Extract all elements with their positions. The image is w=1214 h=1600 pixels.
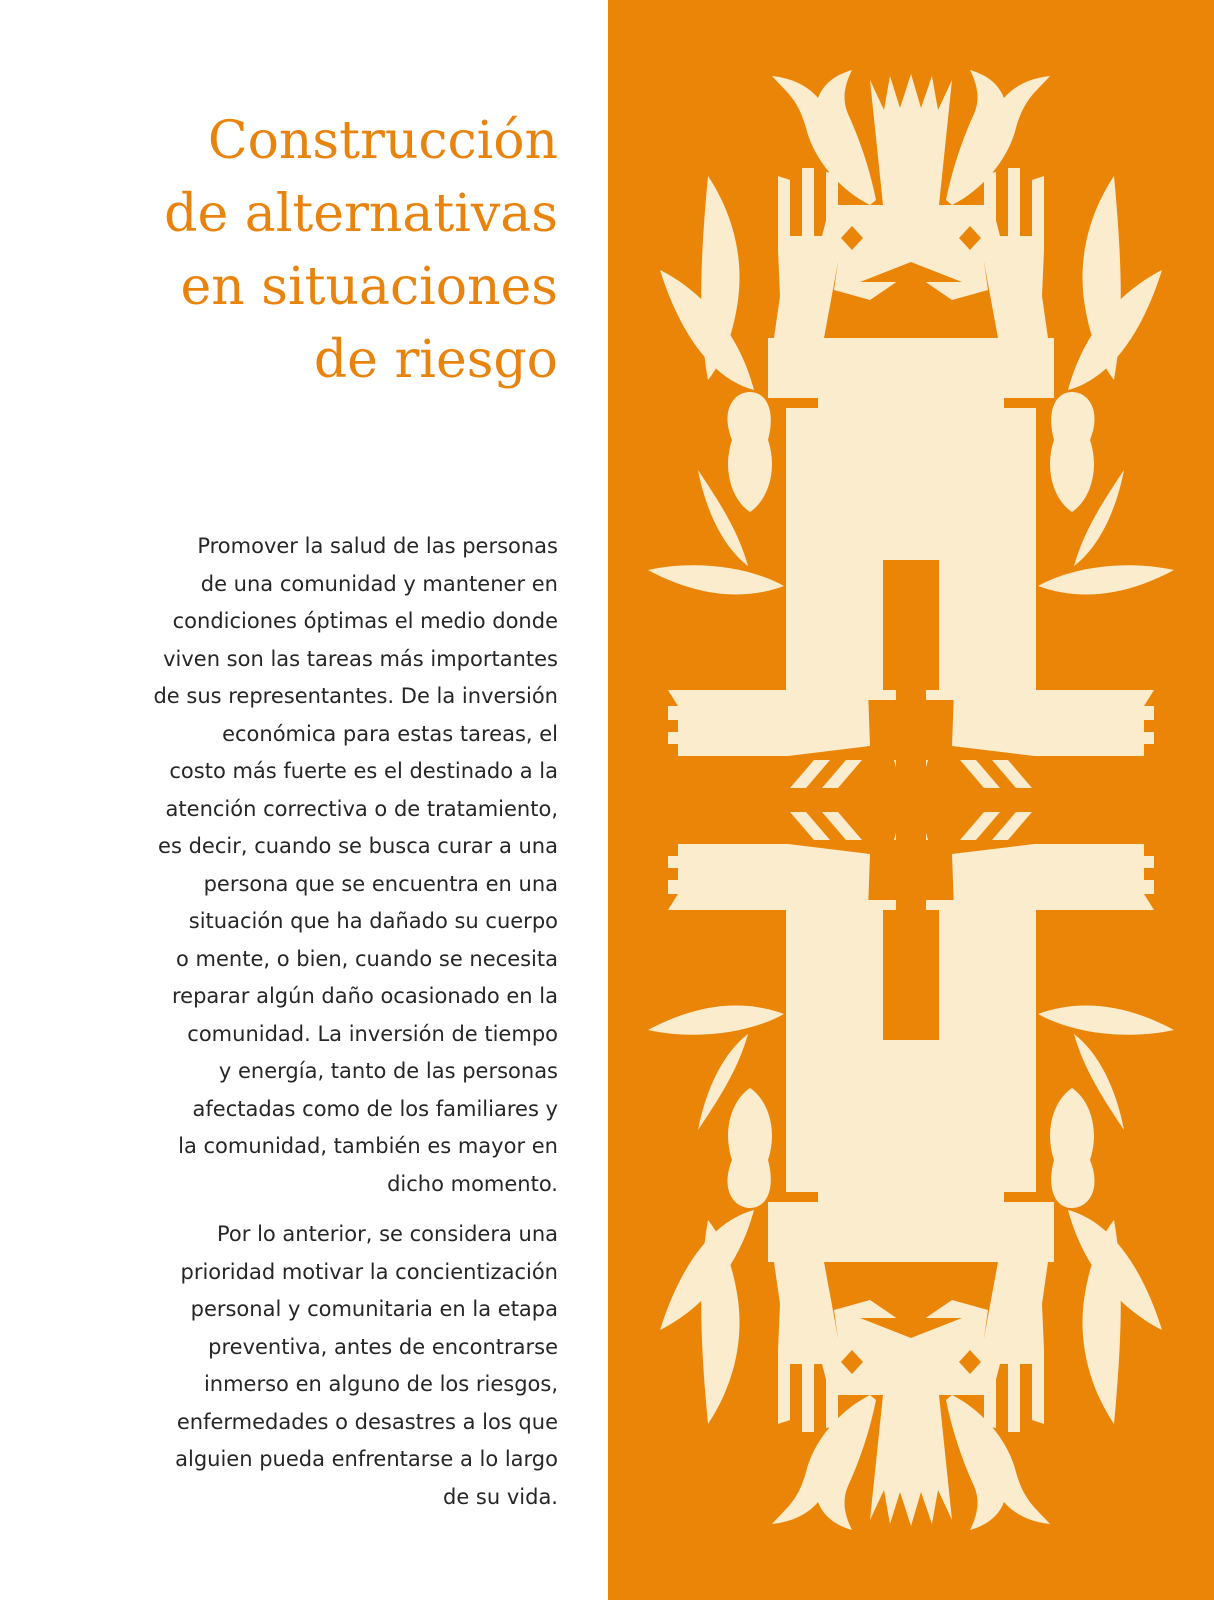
text-line: costo más fuerte es el destinado a la: [169, 759, 558, 783]
text-line: comunidad. La inversión de tiempo: [187, 1021, 558, 1046]
title-line: de riesgo: [313, 330, 558, 390]
papercut-illustration-panel: [608, 0, 1214, 1600]
text-line: dicho momento.: [387, 1171, 558, 1196]
text-line: es decir, cuando se busca curar a una: [158, 834, 558, 858]
text-line: situación que ha dañado su cuerpo: [188, 909, 558, 933]
paragraph-1: [38, 528, 558, 1203]
text-line: inmerso en alguno de los riesgos,: [203, 1372, 558, 1396]
text-line: afectadas como de los familiares y: [192, 1096, 558, 1121]
papel-picado-figure-illustration: [608, 0, 1214, 1600]
text-line: de sus representantes. De la inversión: [153, 684, 558, 708]
paragraph-2: [38, 1216, 558, 1516]
title-line: de alternativas: [164, 184, 558, 244]
text-line: y energía, tanto de las personas: [218, 1059, 558, 1083]
text-line: personal y comunitaria en la etapa: [190, 1297, 558, 1321]
text-line: preventiva, antes de encontrarse: [208, 1334, 558, 1359]
text-line: económica para estas tareas, el: [222, 721, 558, 746]
title-line: en situaciones: [180, 257, 558, 317]
text-line: enfermedades o desastres a los que: [176, 1409, 558, 1434]
text-line: de su vida.: [443, 1484, 558, 1509]
page-title: [78, 105, 558, 397]
title-line: Construcción: [207, 111, 558, 171]
text-line: la comunidad, también es mayor en: [178, 1134, 558, 1158]
text-line: Promover la salud de las personas: [197, 534, 558, 558]
text-line: de una comunidad y mantener en: [200, 571, 558, 596]
central-cutout: [896, 745, 926, 855]
text-line: prioridad motivar la concientización: [180, 1259, 558, 1284]
text-line: alguien pueda enfrentarse a lo largo: [175, 1447, 558, 1471]
text-line: Por lo anterior, se considera una: [217, 1222, 558, 1246]
text-line: viven son las tareas más importantes: [163, 646, 558, 671]
text-line: persona que se encuentra en una: [203, 871, 558, 896]
text-line: reparar algún daño ocasionado en la: [172, 984, 558, 1008]
text-line: atención correctiva o de tratamiento,: [165, 796, 558, 821]
body-text: [38, 528, 558, 1516]
text-line: condiciones óptimas el medio donde: [172, 609, 558, 633]
text-line: o mente, o bien, cuando se necesita: [176, 946, 558, 971]
